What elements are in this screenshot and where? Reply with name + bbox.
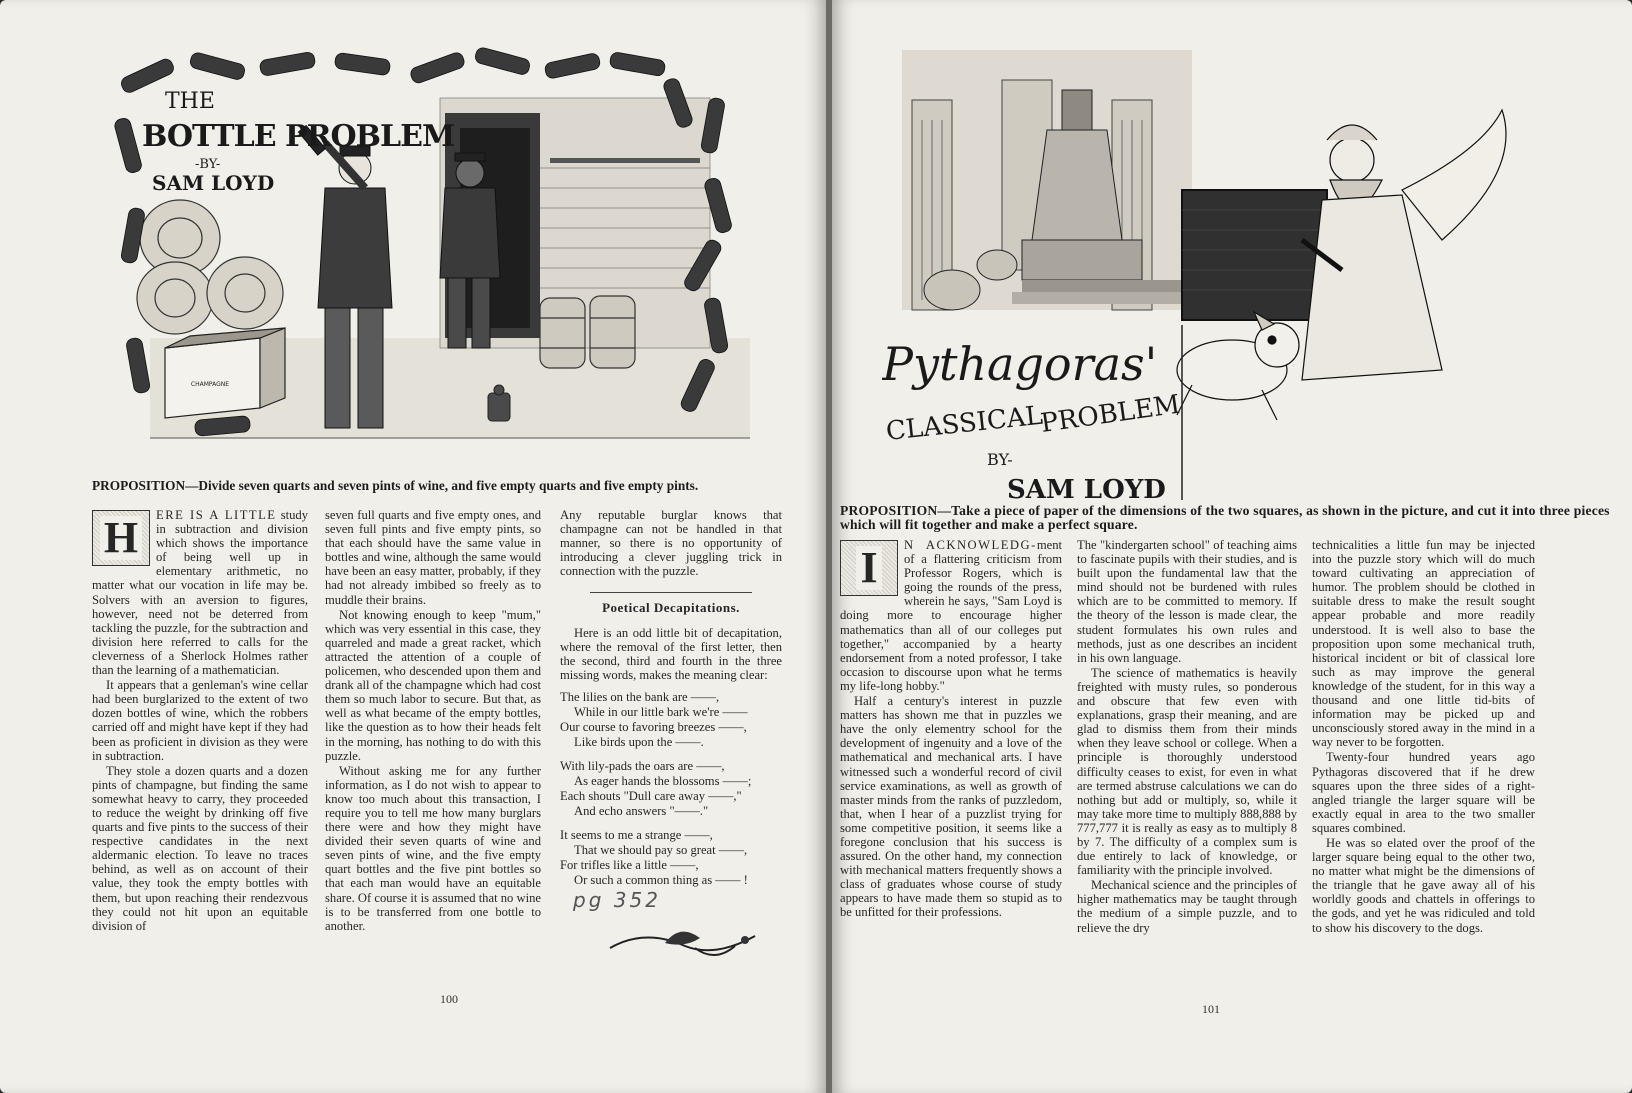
pythagoras-illustration bbox=[882, 40, 1582, 510]
ornament-flourish bbox=[605, 918, 765, 968]
poetical-decapitations-heading: Poetical Decapitations. bbox=[590, 592, 752, 615]
left-column-1: H ERE IS A LITTLE study in subtraction and division which shows the importance of being well up in elementary arithmetic, no matter what our vocation in life may be. Solvers with an aversion to figures, however, need not be deterred from tackling the puzzle, for the subtraction and division here referred to calls for the cleverness of a Sherlock Holmes rather than the learning of a mathematician. It appears that a genleman's wine cellar had been burglarized to the extent of two dozen bottles of wine, which the robbers carried off and might have kept if they had been as proficient in division as they were in subtraction. They stole a dozen quarts and a dozen pints of champagne, but finding the same somewhat heavy to carry, they proceeded to reduce the weight by drinking off five quarts and five pints to the success of their respective candidates in the next aldermanic election. To leave no traces behind, as well as on account of their value, they took the empty bottles with them, but upon reaching their rendezvous they could not hit upon an equitable division of bbox=[92, 508, 308, 933]
svg-text:BY-: BY- bbox=[987, 450, 1013, 469]
svg-text:SAM LOYD: SAM LOYD bbox=[152, 171, 275, 195]
svg-text:THE: THE bbox=[165, 89, 215, 114]
dropcap-h: H bbox=[92, 510, 150, 566]
dropcap-i: I bbox=[840, 540, 898, 596]
right-column-2: The "kindergarten school" of teaching aims to fascinate pupils with their studies, and is built upon the fundamental law that the mind should not be burdened with rules which are to be committed to memory. If the theory of the lesson is made clear, the student formulates his own rules and methods, just as one describes an incident in his own language. The science of mathematics is heavily freighted with musty rules, so ponderous and obscure that few even with explanations, grasp their meaning, and are glad to dismiss them from their minds when they leave school or college. When a principle is thoroughly understood difficulty ceases to exist, for even in what are termed abstruse calculations we can do nothing but add or multiply, so, while it may take more time to multiply 888,888 by 777,777 it is really as easy as to multiply 8 by 7. The difficulty of a complex sum is due entirely to lack of knowledge, or familiarity with the principle involved. Mechanical science and the principles of higher mathematics may be taught through the medium of a simple puzzle, and to relieve the dry bbox=[1077, 538, 1297, 935]
bottle-problem-illustration bbox=[110, 38, 760, 468]
right-column-1: I N ACKNOWLEDG-ment of a flattering criticism from Professor Rogers, which is going the rounds of the press, wherein he says, "Sam Loyd is doing more to encourage higher mathematics than all of our colleges put together," accompanied by a hearty endorsement from a noted professor, I take occasion to discourse upon what he terms my life-long hobby." Half a century's interest in puzzle matters has shown me that in puzzles we have the only elementry school for the development of ingenuity and a love of the mathematical and mechanical arts. I have witnessed such a wonderful record of civil service examinations, as well as growth of master minds from the ranks of puzzledom, that, when I hear of a puzzlist trying for some competitive position, it seems like a foregone conclusion that his success is assured. On the other hand, my connection with mechanical matters frequently shows a class of graduates whose course of study appears to have made them so stupid as to be unfitted for their professions. bbox=[840, 538, 1062, 920]
poem-stanza: The lilies on the bank are ——, While in our little bark we're —— Our course to favoring breezes ——, Like birds upon the ——. bbox=[560, 689, 748, 749]
right-column-3: technicalities a little fun may be injected into the puzzle story which will do much toward cultivating an appreciation of humor. The problem should be clothed in suitable dress to make the result sought appear probable and more readily understood. It is well also to base the proposition upon some mechanical truth, historical incident or bit of classical lore such as may improve the general knowledge of the student, for in this way a thousand and one little tid-bits of information may be picked up and unconsciously stored away in the mind in a way never to be forgotten. Twenty-four hundred years ago Pythagoras discovered that if he drew squares upon the three sides of a right-angled triangle the larger square will be exactly equal in area to the two smaller squares combined. He was so elated over the proof of the larger square being equal to the other two, no matter what might be the dimensions of the triangle that he gave away all of his worldly goods and chattels in offerings to the gods, and yet he was ridiculed and told to show his discovery to the dogs. bbox=[1312, 538, 1535, 935]
svg-text:SAM LOYD: SAM LOYD bbox=[1007, 475, 1166, 505]
crate-label: CHAMPAGNE bbox=[190, 381, 230, 388]
right-proposition: PROPOSITION—Take a piece of paper of the dimensions of the two squares, as shown in the picture, and cut it into three pieces which will fit together and make a perfect square. bbox=[840, 503, 1610, 532]
left-column-2: seven full quarts and five empty ones, and seven full pints and five empty pints, so that each should have the same value in bottles and wine, although the same would have been an easy matter, probably, if they had not already imbibed so freely as to muddle their brains. Not knowing enough to keep "mum," which was very essential in this case, they quarreled and made a great racket, which attracted the attention of a couple of policemen, who descended upon them and drank all of the champagne which had cost them so much labor to secure. But that, as well as what became of the empty bottles, like the question as to how their heads felt in the morning, has nothing to do with this puzzle. Without asking me for any further information, as I do not wish to appear to know too much about this transaction, I require you to tell me how many burglars there were and how they might have divided their seven quarts of wine and seven pints of wine, and the five empty quart bottles and the five pint bottles so that each man would have an equitable share. Of course it is assumed that no wine is to be transferred from one bottle to another. bbox=[325, 508, 541, 933]
svg-text:PROBLEM: PROBLEM bbox=[1038, 389, 1182, 439]
poem-stanza: With lily-pads the oars are ——, As eager hands the blossoms ——; Each shouts "Dull care away ——," And echo answers "——." bbox=[560, 758, 752, 818]
svg-text:Pythagoras': Pythagoras' bbox=[882, 337, 1158, 391]
decapitation-poem bbox=[560, 690, 782, 888]
svg-text:-BY-: -BY- bbox=[195, 157, 221, 172]
poem-stanza: It seems to me a strange ——, That we should pay so great ——, For trifles like a little ——, Or such a common thing as —— ! bbox=[560, 827, 748, 887]
illustration-title-right bbox=[882, 337, 1182, 505]
right-page bbox=[832, 0, 1632, 1093]
svg-text:BOTTLE PROBLEM: BOTTLE PROBLEM bbox=[142, 119, 455, 154]
pencil-annotation: pg 352 bbox=[573, 888, 661, 912]
illustration-title bbox=[142, 89, 454, 195]
svg-text:CLASSICAL: CLASSICAL bbox=[884, 400, 1045, 447]
left-proposition: PROPOSITION—Divide seven quarts and seven pints of wine, and five empty quarts and five empty pints. bbox=[92, 478, 699, 493]
page-number-right: 101 bbox=[1202, 1002, 1220, 1016]
page-number-left: 100 bbox=[440, 992, 458, 1006]
left-column-3: Any reputable burglar knows that champagne can not be handled in that manner, so there is no opportunity of introducing a clever juggling trick in connection with the puzzle. Poetical Decapitations. Here is an odd little bit of decapitation, where the removal of the first letter, then the second, third and fourth in the three missing words, makes the meaning clear: The lilies on the bank are ——, While in our little bark we're —— Our course to favoring breezes ——, Like birds upon the ——. With lily-pads the oars are ——, As eager hands the blossoms ——; Each shouts "Dull care away ——," And echo answers "——." It seems to me a strange ——, That we should pay so great ——, For trifles like a little ——, Or such a common thing as —— ! bbox=[560, 508, 782, 887]
